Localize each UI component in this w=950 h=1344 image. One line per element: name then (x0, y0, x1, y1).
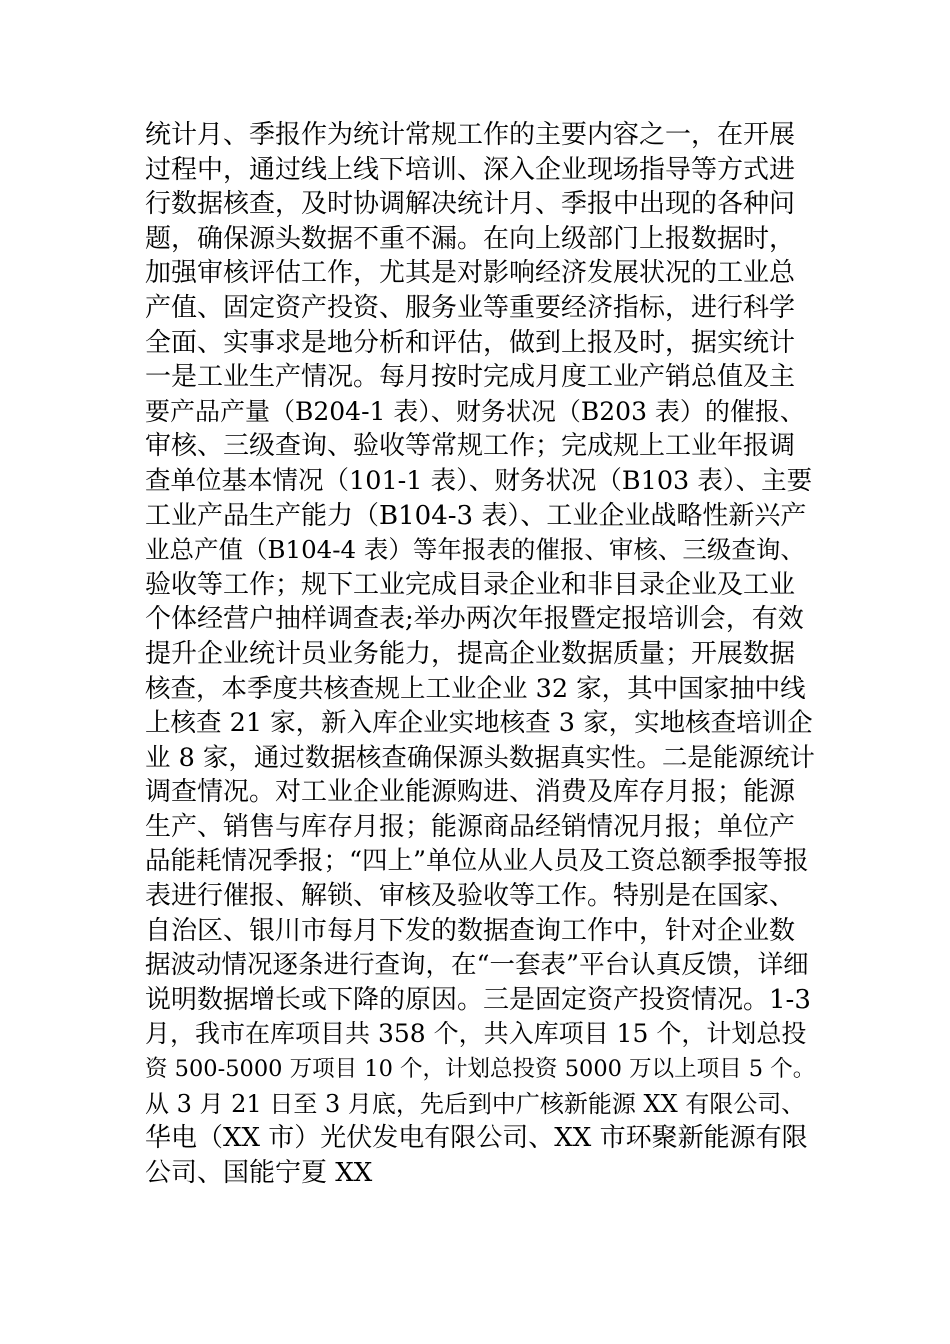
text-line: 据波动情况逐条进行查询，在“一套表”平台认真反馈，详细 (145, 950, 809, 981)
text-line: 业 8 家，通过数据核查确保源头数据真实性。二是能源统计 (145, 742, 815, 773)
text-line: 提升企业统计员业务能力，提高企业数据质量；开展数据 (145, 638, 796, 669)
text-line: 产值、固定资产投资、服务业等重要经济指标，进行科学 (145, 292, 796, 323)
text-line: 资 500-5000 万项目 10 个，计划总投资 5000 万以上项目 5 个。 (145, 1056, 815, 1083)
text-line: 业总产值（B104-4 表）等年报表的催报、审核、三级查询、 (145, 535, 805, 565)
text-line: 题，确保源头数据不重不漏。在向上级部门上报数据时， (145, 223, 796, 254)
text-line: 月，我市在库项目共 358 个，共入库项目 15 个，计划总投 (145, 1019, 807, 1049)
text-line: 个体经营户抽样调查表;举办两次年报暨定报培训会，有效 (145, 604, 804, 635)
text-line: 从 3 月 21 日至 3 月底，先后到中广核新能源 XX 有限公司、 (145, 1089, 806, 1118)
text-line: 表进行催报、解锁、审核及验收等工作。特别是在国家、 (145, 881, 796, 912)
text-line: 工业产品生产能力（B104-3 表）、工业企业战略性新兴产 (145, 500, 807, 531)
text-line: 华电（XX 市）光伏发电有限公司、XX 市环聚新能源有限 (145, 1123, 808, 1154)
text-line: 上核查 21 家，新入库企业实地核查 3 家，实地核查培训企 (145, 708, 813, 739)
text-line: 过程中，通过线上线下培训、深入企业现场指导等方式进 (145, 154, 796, 185)
text-line: 说明数据增长或下降的原因。三是固定资产投资情况。1-3 (145, 984, 811, 1015)
text-line: 要产品产量（B204-1 表）、财务状况（B203 表）的催报、 (145, 396, 805, 426)
text-line: 生产、销售与库存月报；能源商品经销情况月报；单位产 (145, 811, 796, 842)
text-line: 查单位基本情况（101-1 表）、财务状况（B103 表）、主要 (145, 465, 813, 496)
text-line: 核查，本季度共核查规上工业企业 32 家，其中国家抽中线 (145, 673, 806, 704)
text-line: 自治区、银川市每月下发的数据查询工作中，针对企业数 (145, 915, 796, 946)
body-paragraph (145, 118, 815, 1190)
text-line: 一是工业生产情况。每月按时完成月度工业产销总值及主 (145, 362, 796, 393)
text-line: 统计月、季报作为统计常规工作的主要内容之一，在开展 (145, 120, 796, 150)
text-line: 审核、三级查询、验收等常规工作；完成规上工业年报调 (145, 431, 796, 462)
text-line: 全面、实事求是地分析和评估，做到上报及时，据实统计 (145, 327, 796, 358)
text-line: 验收等工作；规下工业完成目录企业和非目录企业及工业 (145, 569, 796, 600)
text-line: 行数据核查，及时协调解决统计月、季报中出现的各种问 (145, 189, 796, 220)
text-line: 公司、国能宁夏 XX (145, 1157, 373, 1188)
text-line: 调查情况。对工业企业能源购进、消费及库存月报；能源 (145, 777, 796, 808)
text-line: 品能耗情况季报；“四上”单位从业人员及工资总额季报等报 (145, 846, 809, 877)
text-line: 加强审核评估工作，尤其是对影响经济发展状况的工业总 (145, 258, 796, 289)
